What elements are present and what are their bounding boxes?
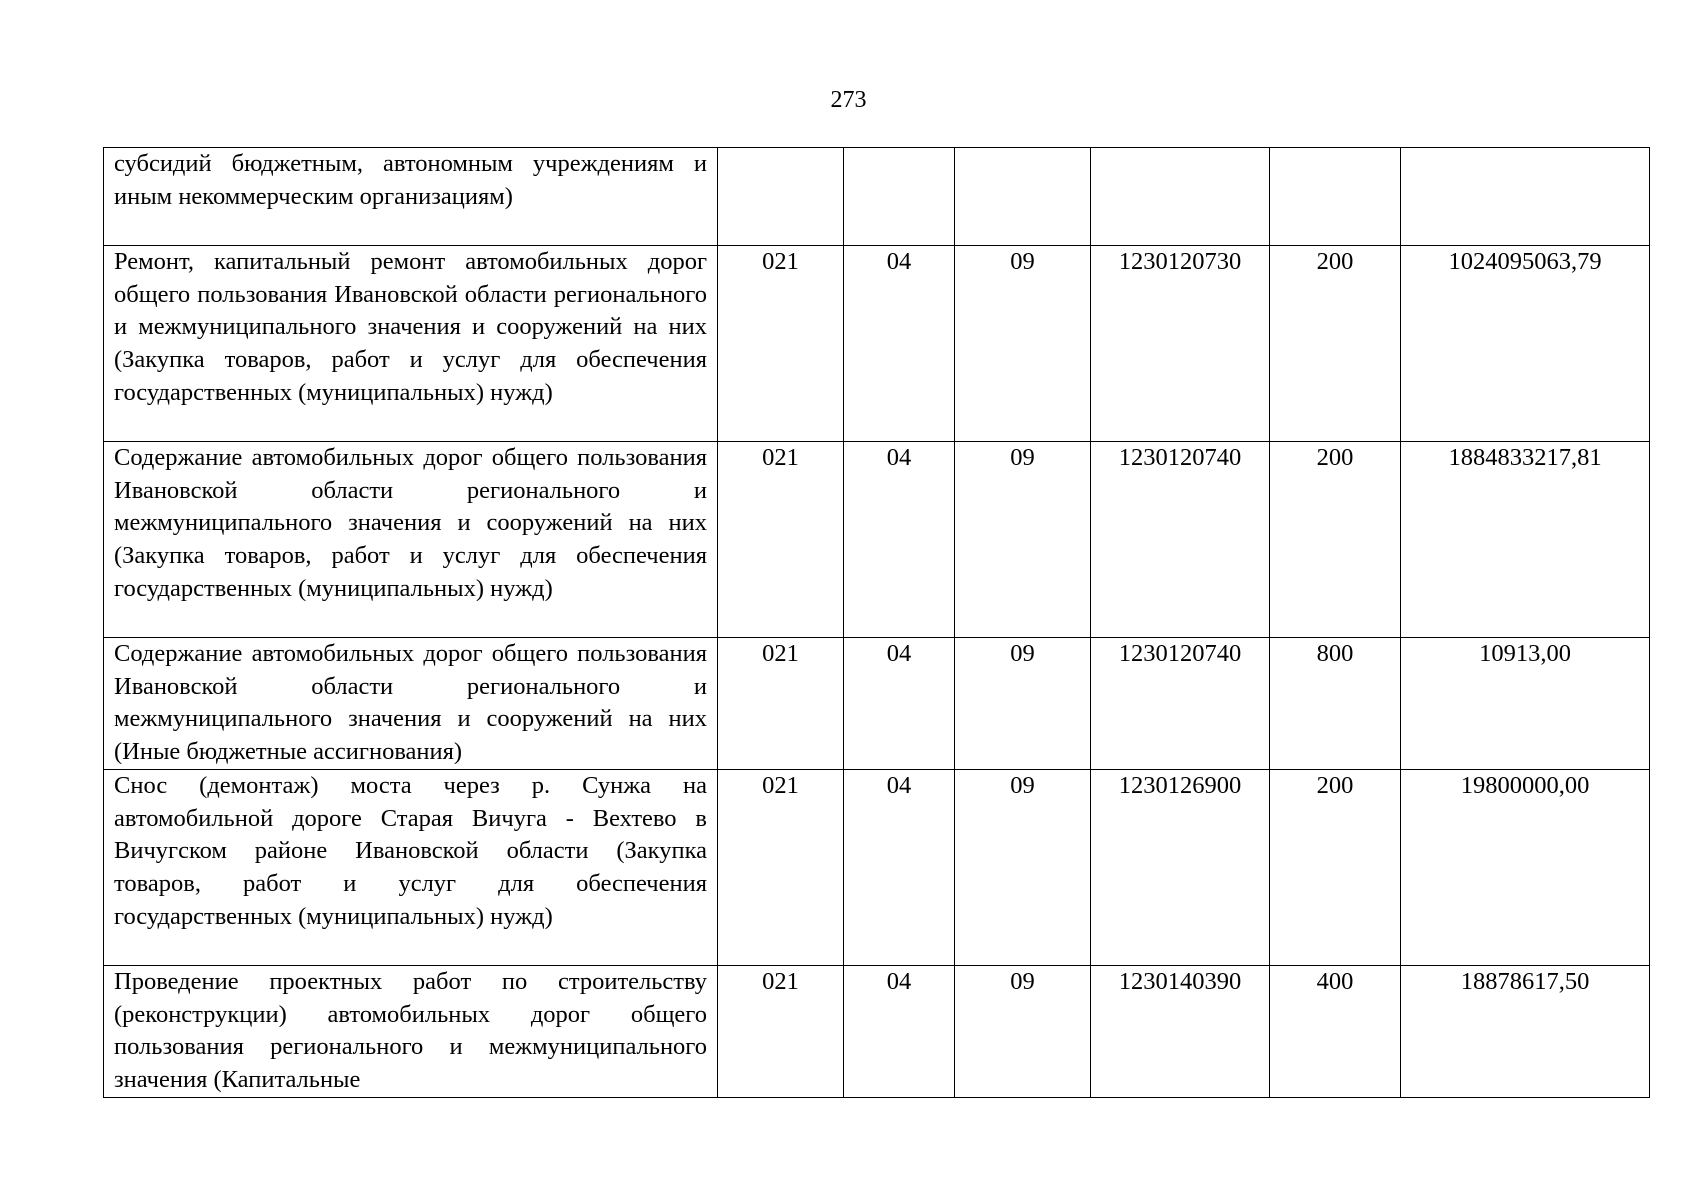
amount: 10913,00: [1401, 638, 1650, 770]
section-code: 04: [844, 769, 955, 965]
admin-code: 021: [718, 769, 844, 965]
admin-code: 021: [718, 246, 844, 442]
expense-type-code: 200: [1270, 442, 1401, 638]
subsection-code: 09: [955, 769, 1091, 965]
expense-type-code: 200: [1270, 246, 1401, 442]
table-row: [104, 638, 1650, 770]
amount: 19800000,00: [1401, 769, 1650, 965]
amount: 1024095063,79: [1401, 246, 1650, 442]
section-code: 04: [844, 442, 955, 638]
table-row: [104, 965, 1650, 1097]
amount: 18878617,50: [1401, 965, 1650, 1097]
admin-code: 021: [718, 638, 844, 770]
subsection-code: 09: [955, 442, 1091, 638]
amount: 1884833217,81: [1401, 442, 1650, 638]
expense-type-code: [1270, 148, 1401, 246]
row-description: Содержание автомобильных дорог общего пользования Ивановской области регионального и межмуниципального значения и сооружений на них (Иные бюджетные ассигнования): [104, 638, 718, 770]
subsection-code: [955, 148, 1091, 246]
expense-type-code: 800: [1270, 638, 1401, 770]
admin-code: [718, 148, 844, 246]
target-item-code: 1230126900: [1091, 769, 1270, 965]
row-description: Снос (демонтаж) моста через р. Сунжа на автомобильной дороге Старая Вичуга - Вехтево в Вичугском районе Ивановской области (Закупка товаров, работ и услуг для обеспечения государственных (муниципальных) нужд): [104, 769, 718, 965]
section-code: 04: [844, 246, 955, 442]
target-item-code: [1091, 148, 1270, 246]
admin-code: 021: [718, 965, 844, 1097]
row-description: Проведение проектных работ по строительству (реконструкции) автомобильных дорог общего пользования регионального и межмуниципального значения (Капитальные: [104, 965, 718, 1097]
subsection-code: 09: [955, 246, 1091, 442]
target-item-code: 1230120740: [1091, 638, 1270, 770]
table-row: [104, 246, 1650, 442]
subsection-code: 09: [955, 638, 1091, 770]
table-row: [104, 769, 1650, 965]
table-row: [104, 148, 1650, 246]
budget-allocation-table: [103, 147, 1650, 1098]
section-code: 04: [844, 638, 955, 770]
admin-code: 021: [718, 442, 844, 638]
subsection-code: 09: [955, 965, 1091, 1097]
target-item-code: 1230140390: [1091, 965, 1270, 1097]
expense-type-code: 400: [1270, 965, 1401, 1097]
section-code: 04: [844, 965, 955, 1097]
page-number: 273: [830, 87, 867, 113]
target-item-code: 1230120740: [1091, 442, 1270, 638]
row-description: Содержание автомобильных дорог общего пользования Ивановской области регионального и межмуниципального значения и сооружений на них (Закупка товаров, работ и услуг для обеспечения государственных (муниципальных) нужд): [104, 442, 718, 638]
row-description: Ремонт, капитальный ремонт автомобильных дорог общего пользования Ивановской области регионального и межмуниципального значения и сооружений на них (Закупка товаров, работ и услуг для обеспечения государственных (муниципальных) нужд): [104, 246, 718, 442]
expense-type-code: 200: [1270, 769, 1401, 965]
table-row: [104, 442, 1650, 638]
section-code: [844, 148, 955, 246]
row-description: субсидий бюджетным, автономным учреждениям и иным некоммерческим организациям): [104, 148, 718, 246]
target-item-code: 1230120730: [1091, 246, 1270, 442]
amount: [1401, 148, 1650, 246]
